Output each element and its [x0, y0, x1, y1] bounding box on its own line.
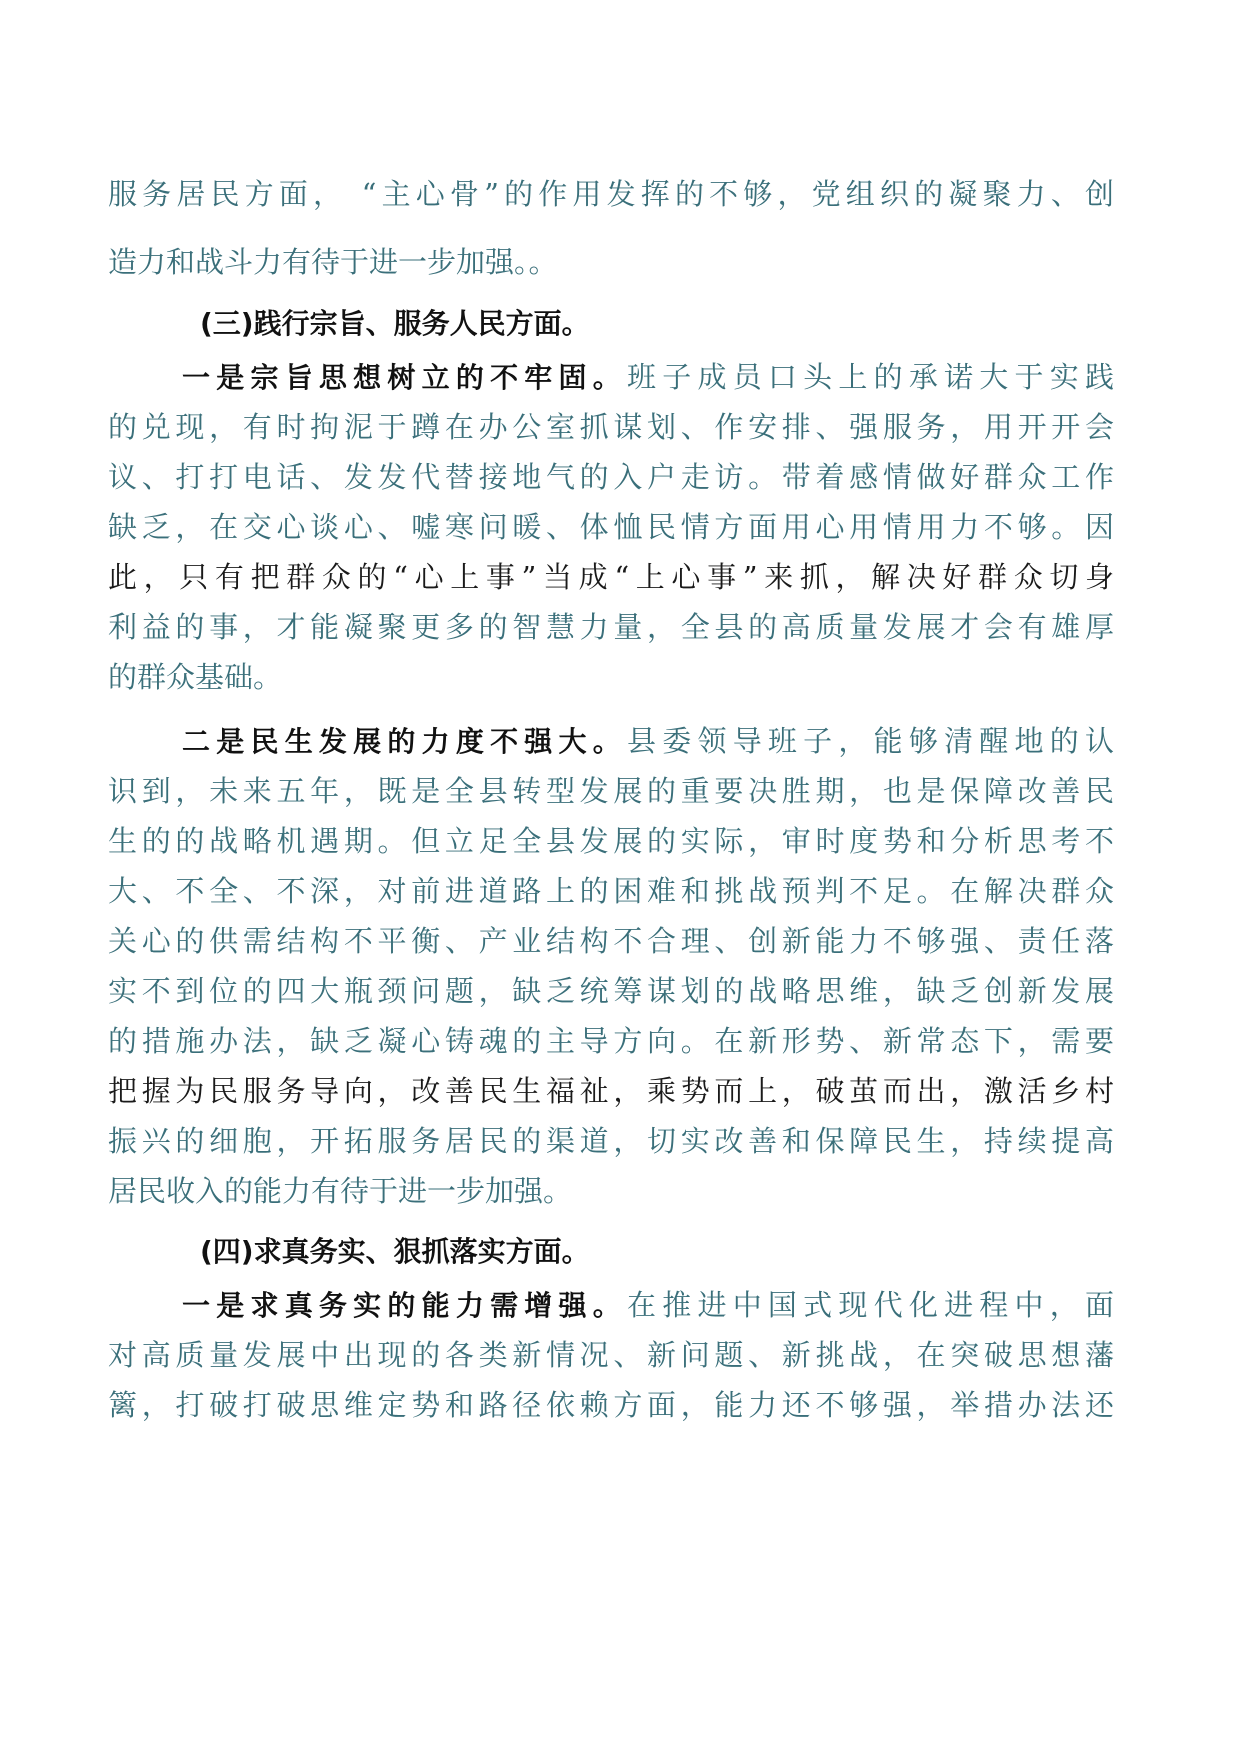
- paragraph-lead: 一是宗旨思想树立的不牢固。: [182, 361, 627, 394]
- text-line: 的群众基础。: [108, 660, 283, 694]
- text-line: 缺乏，在交心谈心、嘘寒问暖、体恤民情方面用心用情用力不够。因: [108, 510, 1114, 544]
- paragraph-lead: 二是民生发展的力度不强大。: [182, 725, 627, 758]
- paragraph-top: [108, 160, 1114, 296]
- section-heading-3: (三)践行宗旨、服务人民方面。: [200, 307, 590, 340]
- text-line: 居民收入的能力有待于进一步加强。: [108, 1174, 573, 1208]
- paragraph-text: 县委领导班子，能够清醒地的认: [627, 724, 1114, 758]
- text-line: [108, 716, 1114, 766]
- text-line: 造力和战斗力有待于进一步加强。。: [108, 245, 558, 279]
- paragraph-text: 班子成员口头上的承诺大于实践: [627, 360, 1114, 394]
- text-line: 的措施办法，缺乏凝心铸魂的主导方向。在新形势、新常态下，需要: [108, 1024, 1114, 1058]
- text-line: 服务居民方面， “主心骨”的作用发挥的不够，党组织的凝聚力、创: [108, 177, 1114, 211]
- paragraph-lead: 一是求真务实的能力需增强。: [182, 1289, 627, 1322]
- paragraph-section3-item2: [108, 716, 1114, 1216]
- text-line: [108, 1280, 1114, 1330]
- paragraph-text: 在推进中国式现代化进程中，面: [627, 1288, 1114, 1322]
- section-heading-4: (四)求真务实、狠抓落实方面。: [200, 1235, 590, 1268]
- text-line: 实不到位的四大瓶颈问题，缺乏统筹谋划的战略思维，缺乏创新发展: [108, 974, 1114, 1008]
- text-line: [108, 352, 1114, 402]
- paragraph-section4-item1: [108, 1280, 1114, 1430]
- text-line: 大、不全、不深，对前进道路上的困难和挑战预判不足。在解决群众: [108, 874, 1114, 908]
- text-line: 此，只有把群众的“心上事”当成“上心事”来抓，解决好群众切身: [108, 560, 1114, 594]
- text-line: 把握为民服务导向，改善民生福祉，乘势而上，破茧而出，激活乡村: [108, 1074, 1114, 1108]
- document-page: [108, 160, 1114, 1430]
- text-line: 利益的事，才能凝聚更多的智慧力量，全县的高质量发展才会有雄厚: [108, 610, 1114, 644]
- text-line: 对高质量发展中出现的各类新情况、新问题、新挑战，在突破思想藩: [108, 1338, 1114, 1372]
- paragraph-section3-item1: [108, 352, 1114, 702]
- text-line: 的兑现，有时拘泥于蹲在办公室抓谋划、作安排、强服务，用开开会: [108, 410, 1114, 444]
- text-line: 振兴的细胞，开拓服务居民的渠道，切实改善和保障民生，持续提高: [108, 1124, 1114, 1158]
- text-line: 篱，打破打破思维定势和路径依赖方面，能力还不够强，举措办法还: [108, 1388, 1114, 1422]
- text-line: 议、打打电话、发发代替接地气的入户走访。带着感情做好群众工作: [108, 460, 1114, 494]
- text-line: 识到，未来五年，既是全县转型发展的重要决胜期，也是保障改善民: [108, 774, 1114, 808]
- text-line: 生的的战略机遇期。但立足全县发展的实际，审时度势和分析思考不: [108, 824, 1114, 858]
- text-line: 关心的供需结构不平衡、产业结构不合理、创新能力不够强、责任落: [108, 924, 1114, 958]
